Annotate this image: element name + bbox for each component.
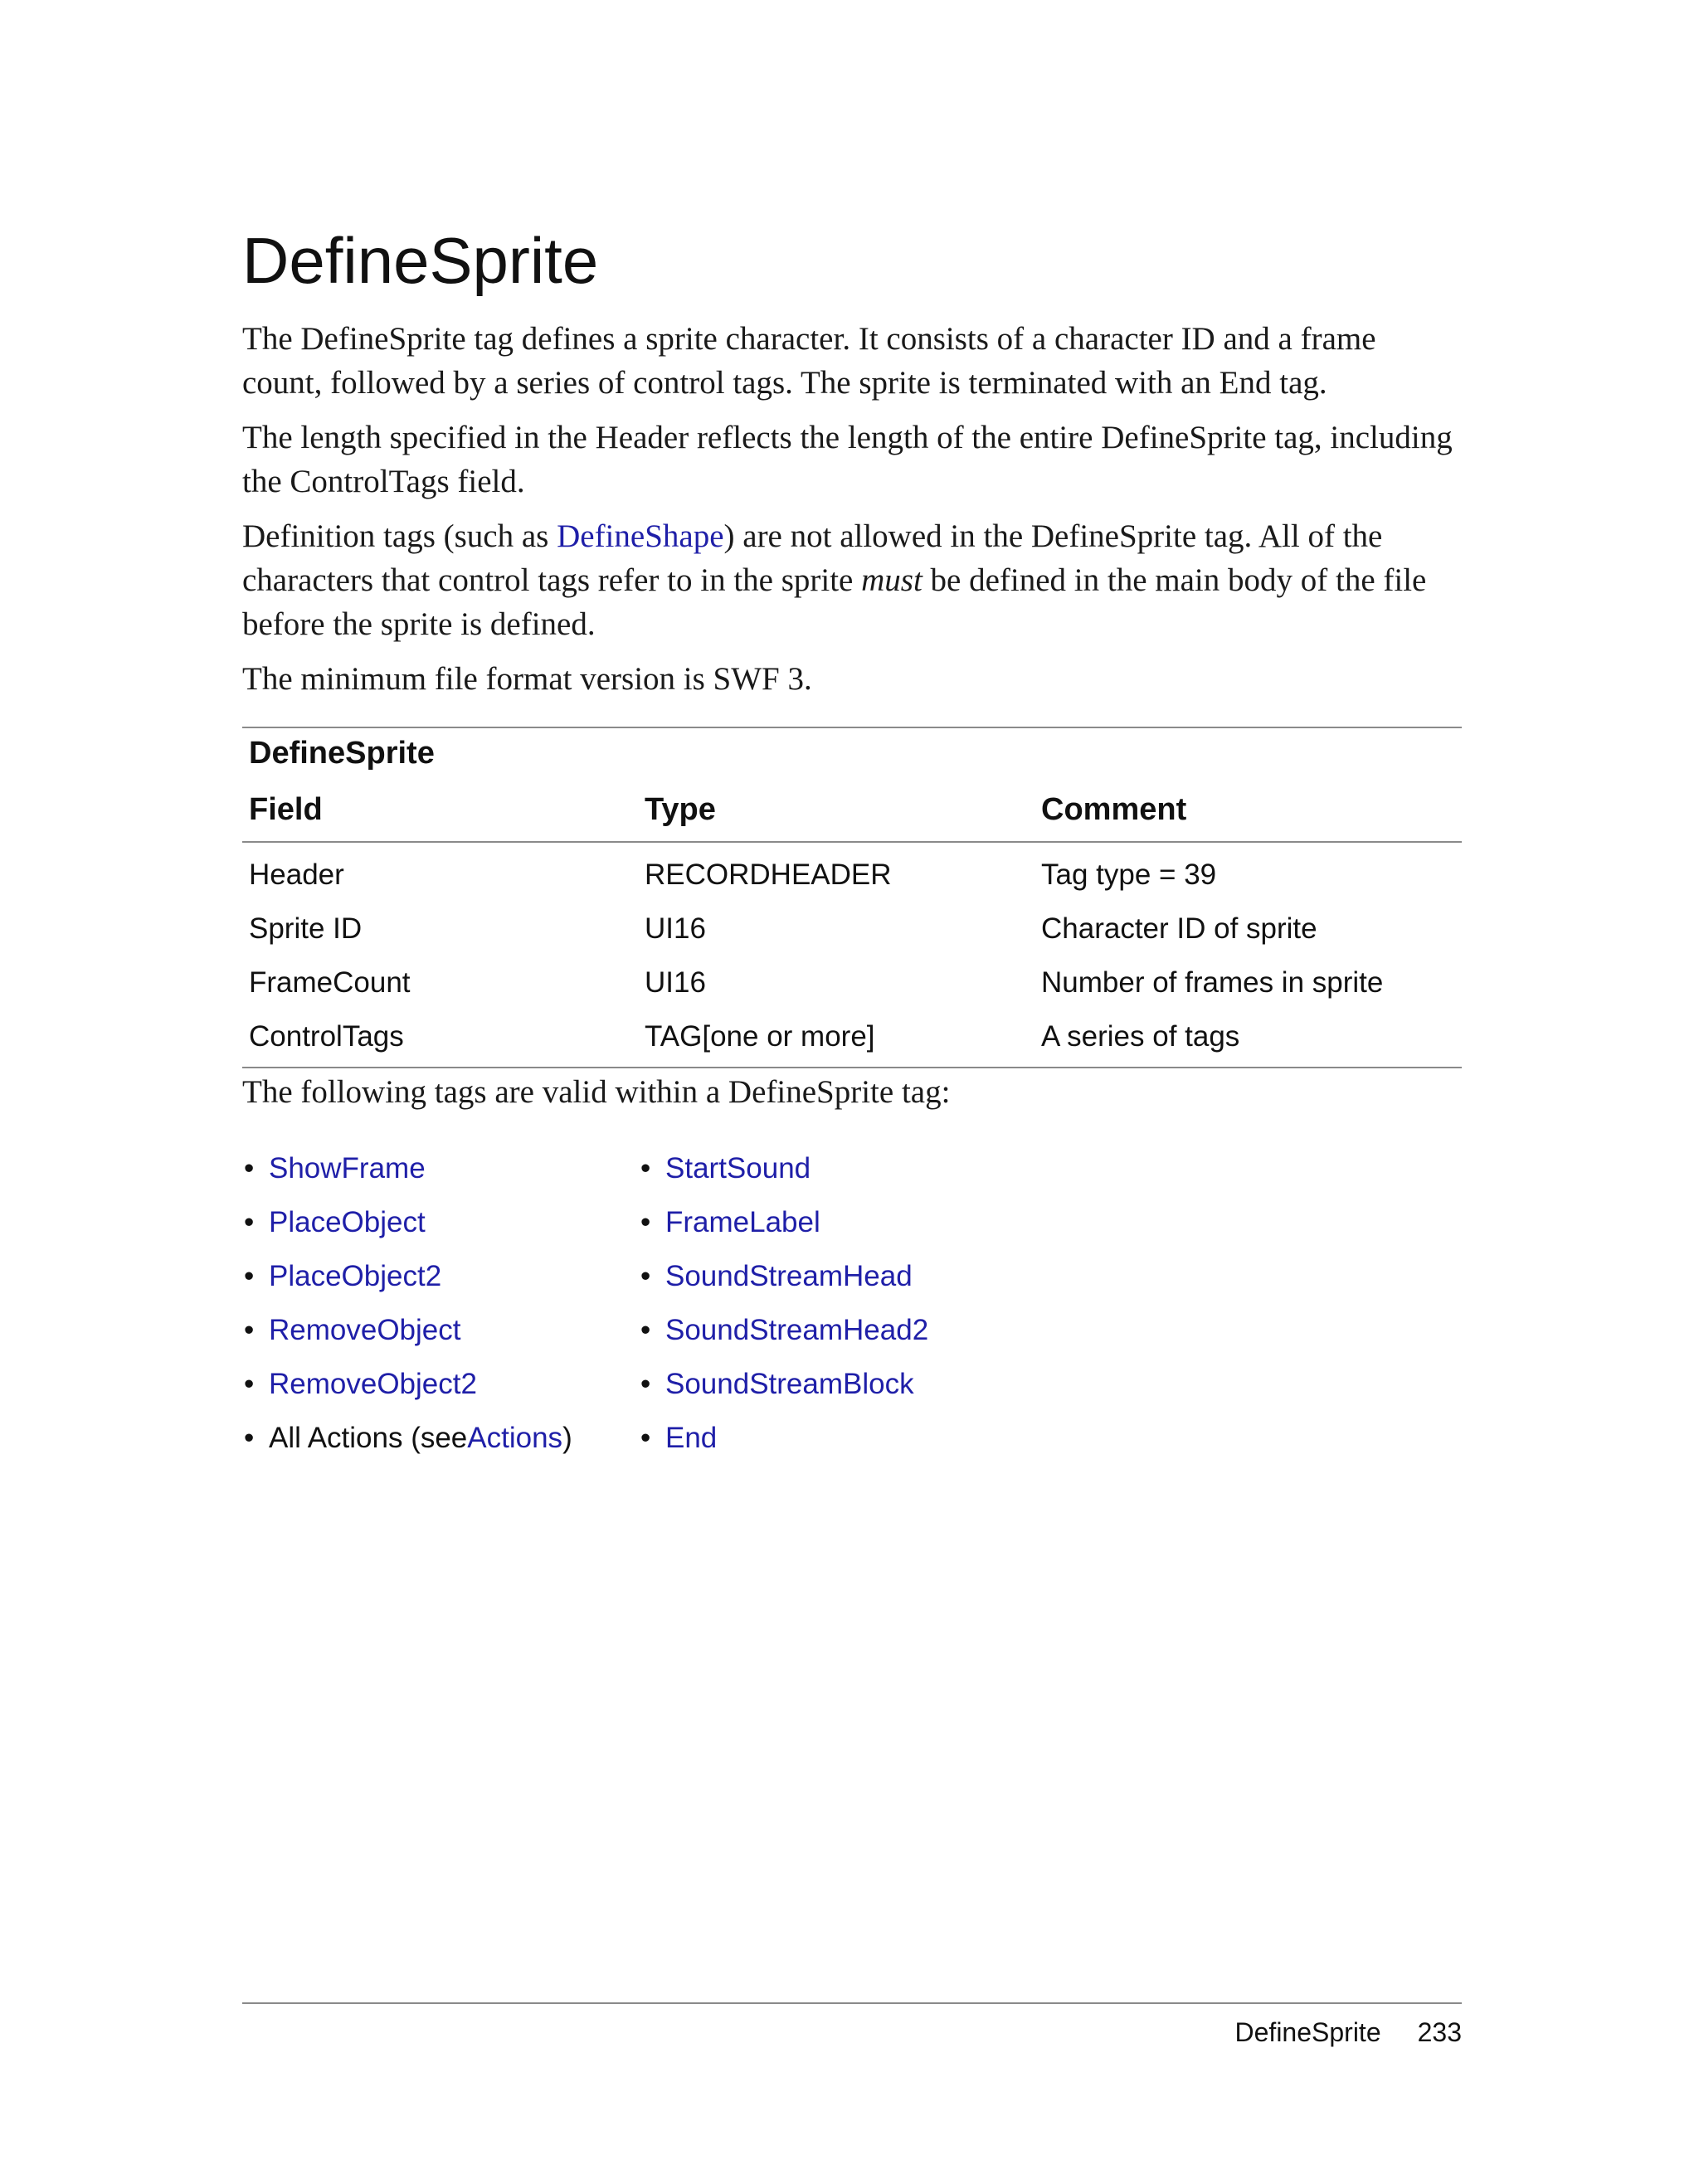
- page-footer: [1235, 2017, 1462, 2048]
- cell-type: RECORDHEADER: [645, 858, 892, 891]
- table-caption: DefineSprite: [249, 736, 435, 771]
- table-bottom-rule: [242, 1067, 1462, 1068]
- intro-text: [242, 317, 1462, 712]
- bullet-icon: •: [244, 1151, 255, 1184]
- footer-section-title: DefineSprite: [1234, 2017, 1381, 2047]
- bullet-icon: •: [244, 1259, 255, 1292]
- emphasis-must: must: [861, 562, 923, 598]
- header-field: Field: [249, 791, 323, 827]
- list-item: [242, 1141, 639, 1195]
- cell-type: UI16: [645, 912, 706, 945]
- header-comment: Comment: [1041, 791, 1187, 827]
- table-body: [242, 843, 1462, 1067]
- link-defineshape[interactable]: DefineShape: [557, 518, 724, 554]
- valid-tags-list-left: [242, 1141, 639, 1465]
- text-segment: ) are not allowed in the DefineSprite tag. All of the characters that control tags refer to in the sprite: [242, 518, 1383, 598]
- footer-rule: [242, 2002, 1462, 2004]
- bullet-icon: •: [640, 1259, 651, 1292]
- link-soundstreamhead2[interactable]: SoundStreamHead2: [665, 1313, 929, 1346]
- cell-type: UI16: [645, 966, 706, 999]
- cell-type: TAG[one or more]: [645, 1019, 875, 1053]
- table-row: [242, 848, 1462, 902]
- table-header-row: [242, 778, 1462, 841]
- list-item: [639, 1303, 928, 1357]
- cell-comment: Tag type = 39: [1041, 858, 1217, 891]
- paragraph-valid-tags: The following tags are valid within a DefineSprite tag:: [242, 1074, 951, 1110]
- link-removeobject[interactable]: RemoveObject: [269, 1313, 461, 1346]
- paragraph-description: The DefineSprite tag defines a sprite character. It consists of a character ID and a frame count, followed by a series of control tags. The sprite is terminated with an End tag.: [242, 321, 1376, 401]
- bullet-icon: •: [640, 1151, 651, 1184]
- link-startsound[interactable]: StartSound: [665, 1151, 811, 1184]
- bullet-icon: •: [244, 1313, 255, 1346]
- bullet-icon: •: [244, 1367, 255, 1400]
- table-row: [242, 956, 1462, 1009]
- link-soundstreamhead[interactable]: SoundStreamHead: [665, 1259, 913, 1292]
- list-item: [639, 1195, 928, 1249]
- paragraph-length: The length specified in the Header reflects the length of the entire DefineSprite tag, including the ControlTags field.: [242, 420, 1453, 499]
- header-type: Type: [645, 791, 716, 827]
- link-framelabel[interactable]: FrameLabel: [665, 1205, 820, 1238]
- text-segment: ): [562, 1421, 572, 1454]
- paragraph-definition-tags: [242, 514, 1462, 646]
- page-title: DefineSprite: [242, 224, 599, 297]
- bullet-icon: •: [244, 1205, 255, 1238]
- list-item: [639, 1411, 928, 1465]
- bullet-icon: •: [640, 1421, 651, 1454]
- cell-comment: Number of frames in sprite: [1041, 966, 1384, 999]
- bullet-icon: •: [640, 1313, 651, 1346]
- list-item: [242, 1411, 639, 1465]
- paragraph-min-version: The minimum file format version is SWF 3.: [242, 661, 812, 697]
- cell-field: FrameCount: [249, 966, 411, 999]
- link-soundstreamblock[interactable]: SoundStreamBlock: [665, 1367, 914, 1400]
- link-showframe[interactable]: ShowFrame: [269, 1151, 426, 1184]
- link-placeobject2[interactable]: PlaceObject2: [269, 1259, 442, 1292]
- text-segment: be defined in the main body of the file before the sprite is defined.: [242, 562, 1427, 642]
- list-item: [242, 1357, 639, 1411]
- text-segment: All Actions (see: [269, 1421, 468, 1454]
- bullet-icon: •: [640, 1205, 651, 1238]
- text-segment: Definition tags (such as: [242, 518, 557, 554]
- link-end[interactable]: End: [665, 1421, 718, 1454]
- list-item: [242, 1249, 639, 1303]
- cell-field: ControlTags: [249, 1019, 404, 1053]
- definesprite-table: [242, 727, 1462, 1068]
- cell-comment: Character ID of sprite: [1041, 912, 1317, 945]
- bullet-icon: •: [244, 1421, 255, 1454]
- link-placeobject[interactable]: PlaceObject: [269, 1205, 426, 1238]
- list-item: [639, 1357, 928, 1411]
- link-actions[interactable]: Actions: [467, 1421, 563, 1454]
- bullet-icon: •: [640, 1367, 651, 1400]
- link-removeobject2[interactable]: RemoveObject2: [269, 1367, 477, 1400]
- cell-field: Header: [249, 858, 344, 891]
- document-page: [242, 0, 1462, 2184]
- valid-tags-list-right: [639, 1141, 928, 1465]
- list-item: [639, 1249, 928, 1303]
- cell-field: Sprite ID: [249, 912, 363, 945]
- table-row: [242, 902, 1462, 956]
- list-item: [242, 1195, 639, 1249]
- table-row: [242, 1009, 1462, 1063]
- page-number: 233: [1417, 2017, 1462, 2047]
- list-item: [242, 1303, 639, 1357]
- valid-tags-lists: [242, 1141, 1462, 1465]
- cell-comment: A series of tags: [1041, 1019, 1240, 1053]
- list-item: [639, 1141, 928, 1195]
